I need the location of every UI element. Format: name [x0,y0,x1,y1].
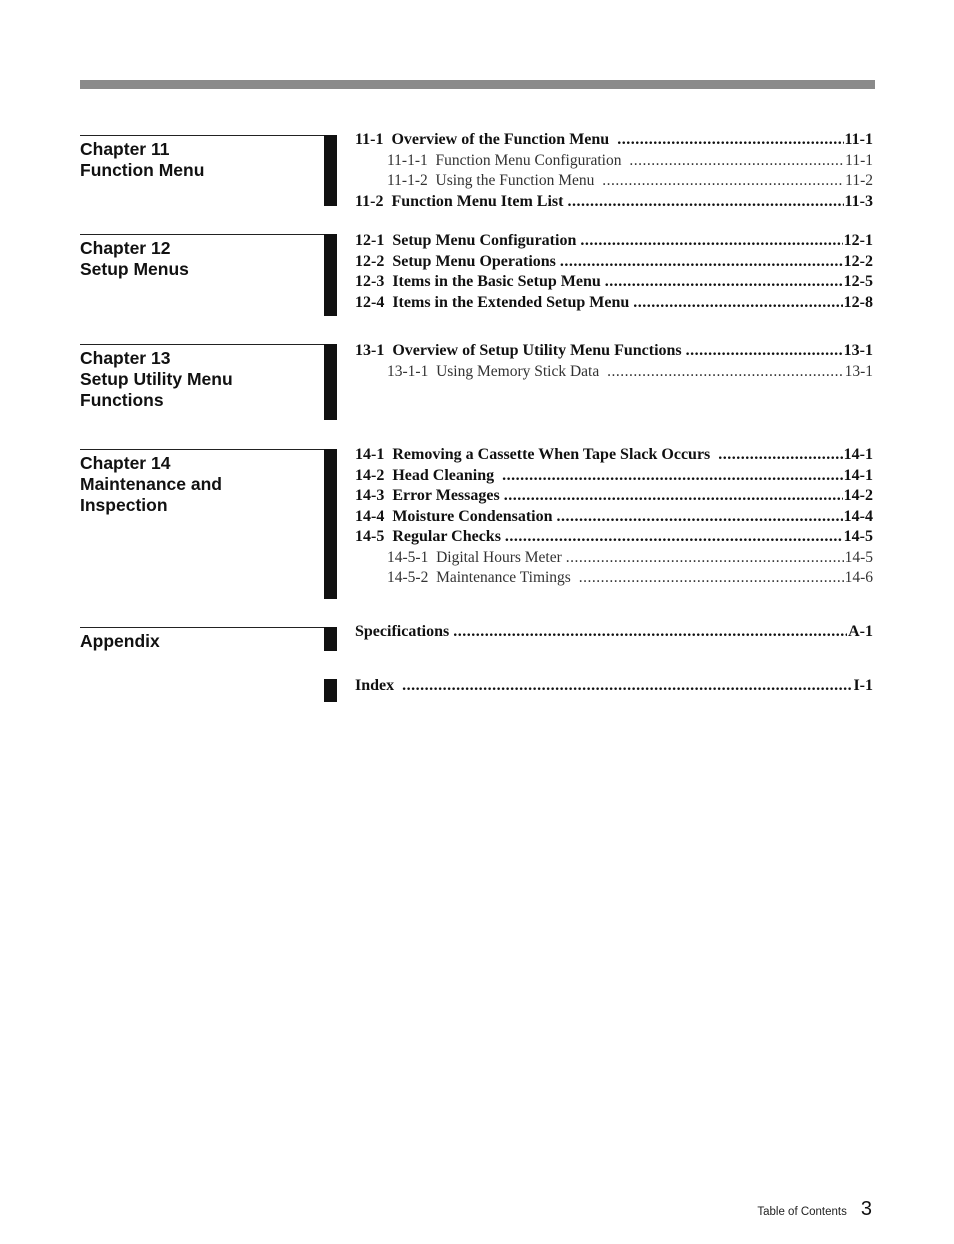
chapter-marker-bar [324,344,337,420]
toc-entry[interactable] [355,467,873,488]
toc-entry-title: 12-4 Items in the Extended Setup Menu [355,293,630,311]
toc-entry-title: 12-1 Setup Menu Configuration [355,232,577,249]
toc-entry-page: 12-5 [843,273,873,290]
toc-entry[interactable] [355,487,873,508]
toc-entry-title: 14-4 Moisture Condensation [355,507,553,525]
toc-entry-page: 12-1 [843,232,873,249]
chapter-title-line: Chapter 14 [80,453,171,473]
toc-entry-page: 13-1 [844,362,873,380]
toc-entry-title: Specifications [355,623,450,640]
toc-entry-page: 11-1 [845,151,873,169]
toc-entry-page: 11-3 [844,192,873,210]
chapter-title-line: Chapter 11 [80,139,170,159]
toc-entry-title: 14-5-1 Digital Hours Meter [387,548,562,566]
dot-leader [453,623,847,641]
toc-entry-title: 14-1 Removing a Cassette When Tape Slack Occurs [355,446,715,463]
toc-entry-page: A-1 [848,623,873,640]
toc-entry-page: 14-6 [844,569,873,586]
chapter-title-line: Function Menu [80,160,205,180]
toc-entry-page: 14-1 [843,466,873,484]
dot-leader [617,131,843,149]
toc-entry-title: 14-5 Regular Checks [355,528,501,545]
chapter-title-line: Setup Menus [80,259,189,279]
toc-entry[interactable] [355,232,873,253]
dot-leader [686,342,843,360]
chapter-marker-bar [324,135,337,206]
page-number: 3 [860,1198,872,1220]
toc-entry-page: 11-2 [845,172,873,189]
dot-leader [579,569,844,587]
toc-entry-title: Index [355,677,399,694]
chapter-title [80,344,325,411]
toc-entry-list [355,623,873,644]
footer-label: Table of Contents [757,1206,847,1218]
dot-leader [557,508,843,526]
toc-entry-page: 13-1 [843,342,873,359]
toc-entry[interactable] [355,677,873,698]
dot-leader [567,193,843,211]
toc-entry-page: 14-5 [843,528,873,545]
chapter-marker-bar [324,234,337,316]
dot-leader [602,172,844,190]
dot-leader [505,528,843,546]
dot-leader [607,363,843,381]
dot-leader [560,253,843,271]
toc-entry-list [355,446,873,590]
toc-entry[interactable] [355,273,873,294]
toc-entry[interactable] [355,623,873,644]
toc-entry-title: 13-1 Overview of Setup Utility Menu Functions [355,342,682,359]
toc-entry-title: 12-2 Setup Menu Operations [355,252,556,270]
chapter-title-line: Chapter 13 [80,348,171,368]
toc-entry[interactable] [355,446,873,467]
toc-entry-list [355,232,873,314]
toc-entry-page: 14-2 [843,487,873,504]
toc-entry-list [355,342,873,383]
chapter-title [80,234,325,280]
dot-leader [629,152,844,170]
chapter-title-line: Inspection [80,495,168,515]
toc-subentry[interactable] [355,549,873,570]
toc-subentry[interactable] [355,172,873,193]
toc-entry-page: I-1 [853,677,873,694]
toc-entry-title: 14-5-2 Maintenance Timings [387,569,575,586]
toc-entry-page: 12-2 [843,252,873,270]
toc-entry-title: 11-1-1 Function Menu Configuration [387,151,626,169]
chapter-title-line: Setup Utility Menu [80,369,233,389]
toc-entry[interactable] [355,253,873,274]
dot-leader [502,467,843,485]
chapter-marker-bar [324,627,337,651]
dot-leader [402,677,852,695]
chapter-marker-bar [324,679,337,702]
chapter-title [80,135,325,181]
dot-leader [504,487,843,505]
toc-entry-title: 13-1-1 Using Memory Stick Data [387,362,604,380]
dot-leader [718,446,842,464]
toc-entry[interactable] [355,294,873,315]
toc-entry-title: 12-3 Items in the Basic Setup Menu [355,273,601,290]
toc-entry[interactable] [355,193,873,214]
dot-leader [605,273,843,291]
chapter-marker-bar [324,449,337,599]
dot-leader [566,549,844,567]
toc-entry[interactable] [355,131,873,152]
chapter-title-line: Maintenance and [80,474,222,494]
toc-entry-title: 14-3 Error Messages [355,487,500,504]
toc-entry-title: 11-2 Function Menu Item List [355,192,564,210]
toc-entry[interactable] [355,508,873,529]
chapter-title-line: Functions [80,390,164,410]
toc-entry-title: 14-2 Head Cleaning [355,466,499,484]
chapter-title-line: Chapter 12 [80,238,171,258]
chapter-title-line: Appendix [80,631,160,651]
toc-entry-page: 12-8 [843,293,873,311]
toc-entry[interactable] [355,528,873,549]
toc-entry-list [355,677,873,698]
toc-entry[interactable] [355,342,873,363]
top-rule [80,80,875,89]
toc-entry-page: 11-1 [844,131,873,148]
chapter-title [80,627,325,652]
toc-subentry[interactable] [355,569,873,590]
toc-subentry[interactable] [355,363,873,384]
dot-leader [580,232,842,250]
chapter-title [80,449,325,516]
toc-entry-list [355,131,873,213]
page-footer [757,1198,872,1221]
toc-entry-page: 14-5 [844,548,873,566]
toc-entry-page: 14-1 [843,446,873,463]
toc-subentry[interactable] [355,152,873,173]
toc-entry-title: 11-1-2 Using the Function Menu [387,172,599,189]
toc-entry-title: 11-1 Overview of the Function Menu [355,131,614,148]
dot-leader [633,294,842,312]
toc-entry-page: 14-4 [843,507,873,525]
